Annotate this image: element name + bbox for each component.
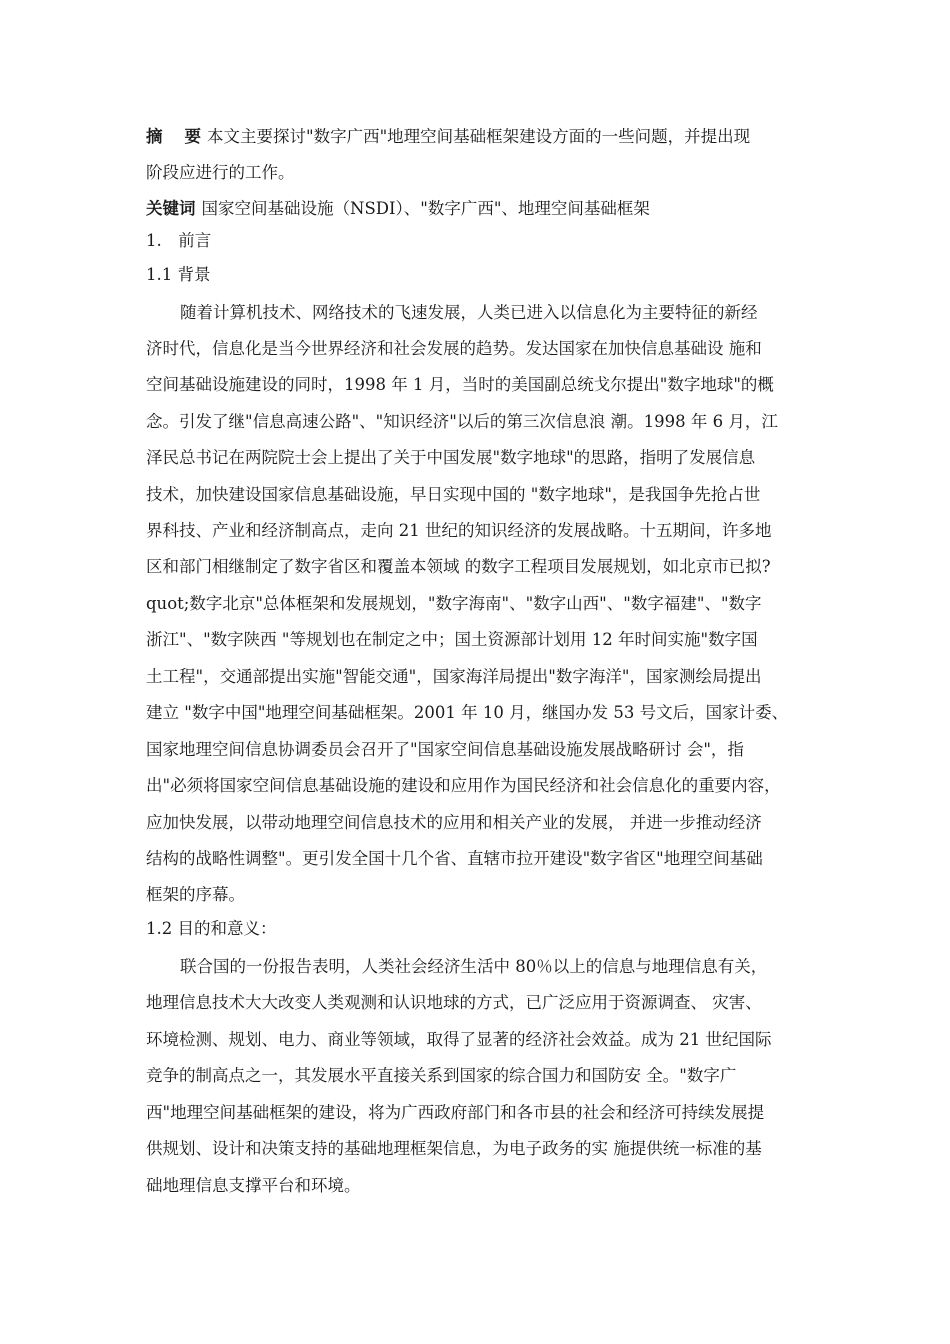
body-line: 济时代，信息化是当今世界经济和社会发展的趋势。发达国家在加快信息基础设 施和 [146, 339, 762, 358]
abstract-line-2: 阶段应进行的工作。 [146, 163, 295, 182]
body-line: 结构的战略性调整"。更引发全国十几个省、直辖市拉开建设"数字省区"地理空间基础 [146, 849, 763, 868]
abstract-label-1: 摘 [146, 127, 163, 146]
body-line: 空间基础设施建设的同时，1998 年 1 月，当时的美国副总统戈尔提出"数字地球"的概 [146, 375, 774, 394]
body-line: 泽民总书记在两院院士会上提出了关于中国发展"数字地球"的思路，指明了发展信息 [146, 448, 756, 467]
keywords-text: 国家空间基础设施（NSDI）、"数字广西"、地理空间基础框架 [201, 199, 650, 218]
section-1-2-heading: 1.2 目的和意义： [146, 919, 277, 938]
abstract-line-1 [146, 126, 750, 148]
body-line: 念。引发了继"信息高速公路"、"知识经济"以后的第三次信息浪 潮。1998 年 6 月，江 [146, 412, 778, 431]
body-line: 浙江"、"数字陕西 "等规划也在制定之中；国土资源部计划用 12 年时间实施"数字国 [146, 630, 758, 649]
body-line: 西"地理空间基础框架的建设，将为广西政府部门和各市县的社会和经济可持续发展提 [146, 1103, 765, 1122]
body-line: 区和部门相继制定了数字省区和覆盖本领域 的数字工程项目发展规划，如北京市已拟? [146, 557, 771, 576]
body-line: 技术，加快建设国家信息基础设施，早日实现中国的 "数字地球"，是我国争先抢占世 [146, 485, 761, 504]
section-1-1-heading: 1.1 背景 [146, 265, 211, 284]
body-line: 础地理信息支撑平台和环境。 [146, 1176, 361, 1195]
body-line: 环境检测、规划、电力、商业等领域，取得了显著的经济社会效益。成为 21 世纪国际 [146, 1030, 772, 1049]
abstract-text-1: 本文主要探讨"数字广西"地理空间基础框架建设方面的一些问题，并提出现 [207, 127, 751, 146]
section-1-heading: 1. 前言 [146, 231, 212, 250]
body-line: 建立 "数字中国"地理空间基础框架。2001 年 10 月，继国办发 53 号文后，国家计委、 [146, 703, 789, 722]
body-line: 土工程"，交通部提出实施"智能交通"，国家海洋局提出"数字海洋"，国家测绘局提出 [146, 667, 762, 686]
body-line: 联合国的一份报告表明，人类社会经济生活中 80％以上的信息与地理信息有关， [180, 957, 768, 976]
abstract-label-2: 要 [184, 127, 201, 146]
body-line: 地理信息技术大大改变人类观测和认识地球的方式，已广泛应用于资源调查、 灾害、 [146, 993, 762, 1012]
keywords-label: 关键词 [146, 199, 196, 218]
body-line: 供规划、设计和决策支持的基础地理框架信息，为电子政务的实 施提供统一标准的基 [146, 1139, 762, 1158]
body-line: 竞争的制高点之一，其发展水平直接关系到国家的综合国力和国防安 全。"数字广 [146, 1066, 737, 1085]
body-line: 随着计算机技术、网络技术的飞速发展，人类已进入以信息化为主要特征的新经 [180, 303, 758, 322]
keywords-line [146, 198, 650, 220]
body-line: 应加快发展，以带动地理空间信息技术的应用和相关产业的发展， 并进一步推动经济 [146, 813, 762, 832]
body-line: 国家地理空间信息协调委员会召开了"国家空间信息基础设施发展战略研讨 会"，指 [146, 740, 744, 759]
body-line: 界科技、产业和经济制高点，走向 21 世纪的知识经济的发展战略。十五期间，许多地 [146, 521, 772, 540]
body-line: 框架的序幕。 [146, 885, 245, 904]
body-line: quot;数字北京"总体框架和发展规划，"数字海南"、"数字山西"、"数字福建"、"数字 [146, 594, 762, 613]
body-line: 出"必须将国家空间信息基础设施的建设和应用作为国民经济和社会信息化的重要内容， [146, 776, 781, 795]
